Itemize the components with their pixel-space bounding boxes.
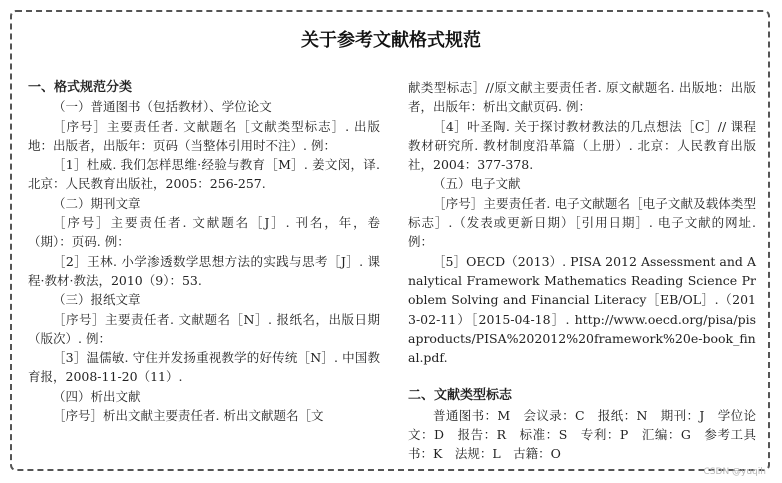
format-rule-extracted-start: ［序号］析出文献主要责任者. 析出文献题名［文 bbox=[53, 408, 324, 424]
example-3: ［3］温儒敏. 守住并发扬重视教学的好传统［N］. 中国教育报，2008-11-20（11）. bbox=[28, 350, 380, 385]
example-4: ［4］叶圣陶. 关于探讨教材教法的几点想法［C］// 课程教材研究所. 教材制度沿革篇（上册）. 北京：人民教育出版社，2004：377-378. bbox=[408, 118, 756, 173]
subsection-title-electronic: （五）电子文献 bbox=[433, 176, 521, 192]
watermark: CSDN @yuqih bbox=[703, 467, 766, 477]
format-rule-extracted-cont: 献类型标志］//原文献主要责任者. 原文献题名. 出版地：出版者，出版年：析出文献页码. 例： bbox=[408, 80, 756, 115]
subsection-title-journal: （二）期刊文章 bbox=[53, 195, 141, 211]
format-rule-electronic: ［序号］主要责任者. 电子文献题名［电子文献及载体类型标志］.（发表或更新日期）［引用日期］. 电子文献的网址. 例： bbox=[408, 195, 756, 250]
example-2: ［2］王林. 小学渗透数学思想方法的实践与思考［J］. 课程·教材·教法，2010（9）：53. bbox=[28, 253, 380, 288]
subsection-title-books: （一）普通图书（包括教材）、学位论文 bbox=[53, 99, 272, 115]
subsection-title-newspaper: （三）报纸文章 bbox=[53, 292, 141, 308]
section-heading-1: 一、格式规范分类 bbox=[28, 80, 133, 95]
format-rule-newspaper: ［序号］主要责任者. 文献题名［N］. 报纸名，出版日期（版次）. 例： bbox=[28, 311, 380, 346]
right-column bbox=[408, 78, 756, 464]
format-rule-journal: ［序号］主要责任者. 文献题名［J］. 刊名，年，卷（期）：页码. 例： bbox=[28, 215, 380, 250]
spacer bbox=[408, 367, 756, 386]
example-1: ［1］杜威. 我们怎样思维·经验与教育［M］. 姜文闵，译. 北京：人民教育出版社，2005：256-257. bbox=[28, 157, 380, 192]
example-5: ［5］OECD（2013）. PISA 2012 Assessment and Analytical Framework Mathematics Reading Science Problem Solving and Financial Literacy［EB/OL］.（2013-02-11）［2015-04-18］. http://www.oecd.org/pisa/pisaproducts/PISA%202012%20framework%20e-book_final.pdf. bbox=[408, 253, 756, 366]
format-rule-books: ［序号］主要责任者. 文献题名［文献类型标志］. 出版地：出版者，出版年：页码（当整体引用时不注）. 例： bbox=[28, 118, 380, 153]
document-type-codes: 普通图书：M 会议录：C 报纸：N 期刊：J 学位论文：D 报告：R 标准：S 专利：P 汇编：G 参考工具书：K 法规：L 古籍：O bbox=[408, 407, 756, 462]
subsection-title-extracted: （四）析出文献 bbox=[53, 388, 141, 404]
left-column bbox=[28, 78, 380, 425]
section-heading-2: 二、文献类型标志 bbox=[408, 388, 513, 404]
page-title: 关于参考文献格式规范 bbox=[301, 30, 481, 51]
